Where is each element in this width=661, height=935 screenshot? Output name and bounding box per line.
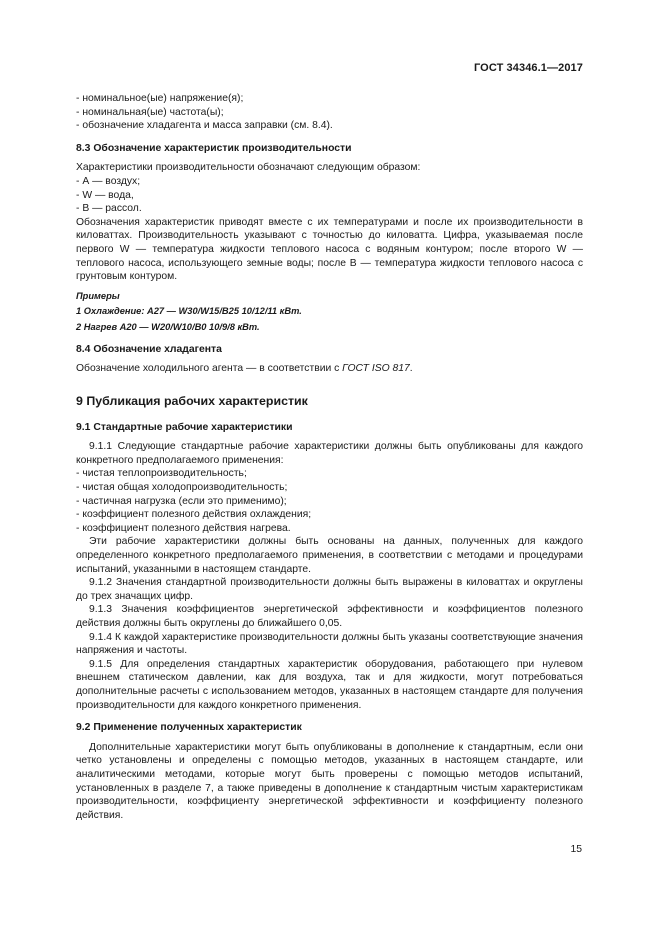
list-item: - коэффициент полезного действия охлаждения; [76,509,312,521]
examples-label: Примеры [76,290,120,301]
section-8-3-paragraph: Обозначения характеристик приводят вместе с их температурами и после их производительности в киловаттах. Производительность указывают с точностью до киловатта. Цифра, указываемая после первого W — температура жидкости теплового насоса с водяным контуром; после второго W — теплового насоса, использующего земные воды; после В — температура жидкости теплового насоса с грунтовым контуром. [76,216,583,283]
list-item: - В — рассол. [76,203,142,215]
section-9-title: 9 Публикация рабочих характеристик [76,393,308,408]
standard-reference: ГОСТ ISO 817 [342,363,410,375]
paragraph-9-1-5: 9.1.5 Для определения стандартных характеристик оборудования, работающего при нулевом внешнем статическом давлении, как для воздуха, так и для жидкости, могут потребоваться дополнительные расчеты с использованием методов, указанных в настоящем стандарте для получения производительности для каждого конкретного применения. [76,658,583,711]
paragraph-9-1-summary: Эти рабочие характеристики должны быть основаны на данных, полученных для каждого определенного конкретного предполагаемого применения, в соответствии с методами и процедурами испытаний, указанными в настоящем стандарте. [76,536,583,575]
list-item: - номинальная(ые) частота(ы); [76,106,224,118]
section-8-3-title: 8.3 Обозначение характеристик производительности [76,142,352,154]
paragraph-9-1-1: 9.1.1 Следующие стандартные рабочие характеристики должны быть опубликованы для каждого конкретного предполагаемого применения: [76,441,583,466]
paragraph-9-1-4: 9.1.4 К каждой характеристике производительности должны быть указаны соответствующие значения напряжения и частоты. [76,631,583,657]
list-item: - А — воздух; [76,175,141,187]
example-item: 1 Охлаждение: А27 — W30/W15/B25 10/12/11 кВт. [76,306,302,317]
page-content [76,92,583,822]
page-number: 15 [570,844,582,855]
list-item: - частичная нагрузка (если это применимо); [76,495,287,507]
list-item: - номинальное(ые) напряжение(я); [76,93,244,104]
section-8-3-intro: Характеристики производительности обозначают следующим образом: [76,162,421,174]
list-item: - обозначение хладагента и масса заправки (см. 8.4). [76,120,333,132]
example-item: 2 Нагрев А20 — W20/W10/B0 10/9/8 кВт. [76,321,260,332]
list-item: - коэффициент полезного действия нагрева. [76,522,291,534]
section-9-2-title: 9.2 Применение полученных характеристик [76,722,302,734]
list-item: - чистая теплопроизводительность; [76,468,247,480]
section-9-1-title: 9.1 Стандартные рабочие характеристики [76,421,293,433]
list-item: - чистая общая холодопроизводительность; [76,482,288,494]
paragraph-9-1-3: 9.1.3 Значения коэффициентов энергетической эффективности и коэффициентов полезного действия должны быть округлены до ближайшего 0,05. [76,604,583,629]
document-id-header: ГОСТ 34346.1—2017 [473,62,583,74]
section-8-4-text: Обозначение холодильного агента — в соответствии с ГОСТ ISO 817. [76,363,413,375]
list-item: - W — вода, [76,189,134,201]
section-9-2-paragraph: Дополнительные характеристики могут быть опубликованы в дополнение к стандартным, если они четко установлены и определены с помощью методов, указанных в настоящем стандарте, или аналитическими методами, которые могут быть проверены с помощью методов испытаний, установленных в разделе 7, а также приведены в дополнение к стандартным чистым характеристикам производительности, коэффициенту энергетической эффективности и коэффициенту полезного действия. [76,741,583,821]
paragraph-9-1-2: 9.1.2 Значения стандартной производительности должны быть выражены в киловаттах и округлены до трех значащих цифр. [76,577,583,602]
section-8-4-title: 8.4 Обозначение хладагента [76,343,222,355]
